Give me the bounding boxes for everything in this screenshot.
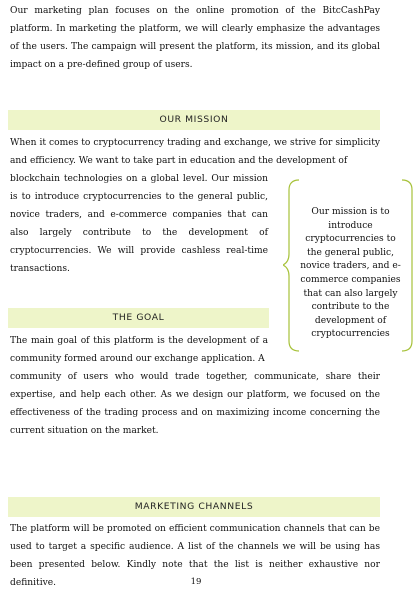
intro-paragraph: Our marketing plan focuses on the online promotion of the BitcCashPay platform. In marketing the platform, we will clearly emphasize the advantages of the users. The campaign will present the platform, its mission, and its global impact on a pre-defined group of users. (10, 6, 380, 70)
mission-pull-quote (283, 178, 416, 353)
channels-paragraph: The platform will be promoted on efficient communication channels that can be used to target a specific audience. A list of the channels we will be using has been presented below. Kindly note that the list is neither exhaustive nor definitive. (10, 524, 380, 588)
mission-paragraph-body: blockchain technologies on a global level. Our mission is to introduce cryptocurrencies to the general public, novice traders, and e-commerce companies that can also largely contribute to the development of cryptocurrencies. We will provide cashless real-time transactions. (10, 174, 268, 274)
goal-paragraph-top: The main goal of this platform is the development of a community formed around our exchange application. A (10, 336, 268, 364)
goal-paragraph-body: community of users who would trade together, communicate, share their expertise, and help each other. As we design our platform, we focused on the effectiveness of the trading process and on maximizing income concerning the current situation on the market. (10, 372, 380, 436)
page-number: 19 (190, 577, 202, 587)
section-heading-the-goal: THE GOAL (8, 308, 269, 328)
pull-quote-text: Our mission is to introduce cryptocurrencies to the general public, novice traders, and e-commerce companies that can also largely contribute to the development of cryptocurrencies (300, 207, 401, 340)
section-heading-marketing-channels: MARKETING CHANNELS (8, 497, 380, 517)
section-heading-our-mission: OUR MISSION (8, 110, 380, 130)
mission-paragraph-top: When it comes to cryptocurrency trading and exchange, we strive for simplicity and efficiency. We want to take part in education and the development of (10, 138, 380, 166)
